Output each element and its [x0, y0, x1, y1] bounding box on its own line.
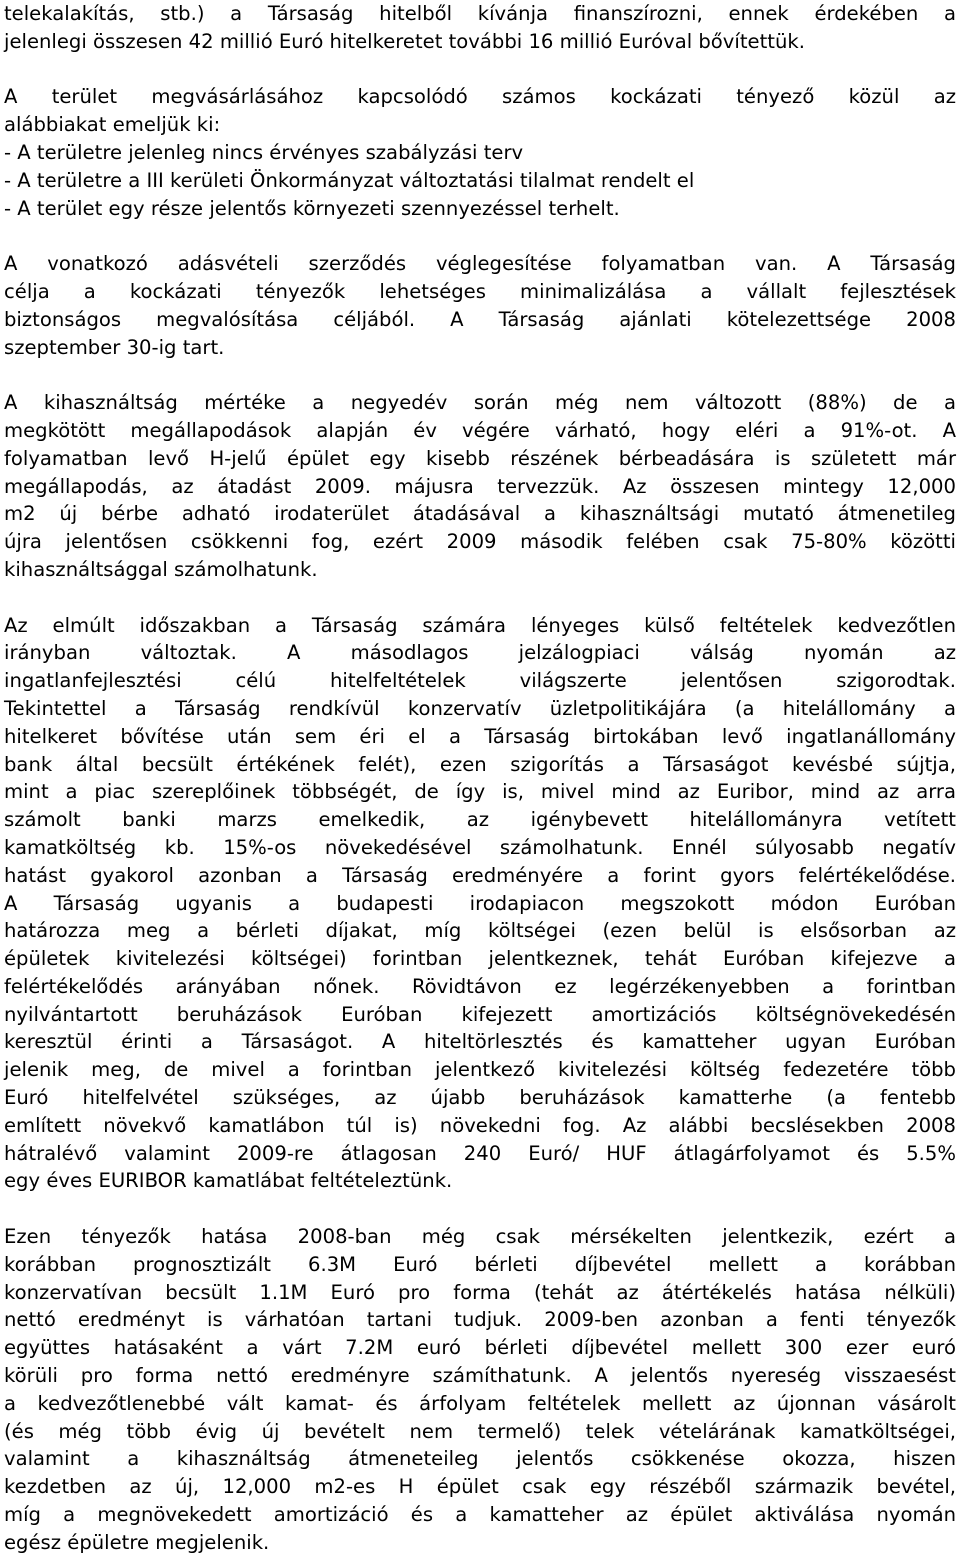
text-line: mint a piac szereplőinek többségét, de így is, mivel mind az Euribor, mind az arra [4, 780, 956, 804]
paragraph-financing [4, 0, 956, 56]
list-item: - A területre a III kerületi Önkormányzat változtatási tilalmat rendelt el [4, 168, 695, 192]
text-line: jelenik meg, de mivel a forintban jelentkező kivitelezési költség fedezetére több [4, 1058, 956, 1082]
list-item: - A területre jelenleg nincs érvényes szabályzási terv [4, 140, 524, 164]
text-line: kamatköltség kb. 15%-os növekedésével számolhatunk. Ennél súlyosabb negatív [4, 835, 956, 859]
text-line: körüli pro forma nettó eredményre számíthatunk. A jelentős nyereség visszaesést [4, 1364, 956, 1388]
text-line: míg a megnövekedett amortizáció és a kamatteher az épület aktiválása nyomán [4, 1503, 956, 1527]
text-line: hatást gyakorol azonban a Társaság eredményére a forint gyors felértékelődése. [4, 863, 956, 887]
paragraph-occupancy [4, 389, 956, 584]
text-line: Euró hitelfelvétel szükséges, az újabb beruházások kamatterhe (a fentebb [4, 1086, 956, 1110]
text-line: valamint a kihasználtság átmeneteileg jelentős csökkenése okozza, hiszen [4, 1447, 956, 1471]
text-line: ingatlanfejlesztési célú hitelfeltételek világszerte jelentősen szigorodtak. [4, 669, 956, 693]
paragraph-external-conditions [4, 612, 956, 1196]
text-line: folyamatban levő H-jelű épület egy kisebb részének bérbeadására is született már [4, 446, 956, 470]
text-line: A vonatkozó adásvételi szerződés véglegesítése folyamatban van. A Társaság [4, 252, 956, 276]
list-item: - A terület egy része jelentős környezeti szennyezéssel terhelt. [4, 196, 620, 220]
text-line: telekalakítás, stb.) a Társaság hitelből kívánja finanszírozni, ennek érdekében a [4, 2, 956, 25]
text-line: A terület megvásárlásához kapcsolódó számos kockázati tényező közül az [4, 85, 956, 109]
text-line: kihasználtsággal számolhatunk. [4, 557, 318, 581]
text-line: célja a kockázati tényezők lehetséges minimalizálása a vállalt fejlesztések [4, 279, 956, 303]
text-line: a kedvezőtlenebbé vált kamat- és árfolyam feltételek mellett az újonnan vásárolt [4, 1391, 956, 1415]
text-line: jelenlegi összesen 42 millió Euró hitelkeretet további 16 millió Euróval bővítettük. [4, 29, 805, 53]
text-line: említett növekvő kamatlábon túl is) növekedni fog. Az alábbi becslésekben 2008 [4, 1113, 956, 1137]
text-line: Ezen tényezők hatása 2008-ban még csak mérsékelten jelentkezik, ezért a [4, 1225, 956, 1249]
text-line: alábbiakat emeljük ki: [4, 113, 221, 137]
text-line: határozza meg a bérleti díjakat, míg költségei (ezen belül is elsősorban az [4, 919, 956, 943]
text-line: épületek kivitelezési költségei) forintban jelentkeznek, tehát Euróban kifejezve a [4, 947, 956, 971]
text-line: megállapodás, az átadást 2009. májusra tervezzük. Az összesen mintegy 12,000 [4, 474, 956, 498]
text-line: nyilvántartott beruházások Euróban kifejezett amortizációs költségnövekedésén [4, 1002, 956, 1026]
text-line: irányban változtak. A másodlagos jelzálogpiaci válság nyomán az [4, 641, 956, 665]
text-line: nettó eredményt is várhatóan tartani tudjuk. 2009-ben azonban a fenti tényezők [4, 1308, 956, 1332]
paragraph-risk-factors [4, 83, 956, 222]
paragraph-sales-contract [4, 250, 956, 361]
text-line: szeptember 30-ig tart. [4, 335, 225, 359]
text-line: m2 új bérbe adható irodaterület átadásával a kihasználtsági mutató átmenetileg [4, 502, 956, 526]
text-line: korábban prognosztizált 6.3M Euró bérleti díjbevétel mellett a korábban [4, 1252, 956, 1276]
text-line: felértékelődés arányában nőnek. Rövidtávon ez legérzékenyebben a forintban [4, 974, 956, 998]
text-line: számolt banki marzs emelkedik, az igénybevett hitelállományra vetített [4, 808, 956, 832]
text-line: hitelkeret bővítése után sem éri el a Társaság birtokában levő ingatlanállomány [4, 724, 956, 748]
text-line: kezdetben az új, 12,000 m2-es H épület csak egy részéből származik bevétel, [4, 1475, 956, 1499]
paragraph-forecast [4, 1223, 956, 1557]
text-line: hátralévő valamint 2009-re átlagosan 240 Euró/ HUF átlagárfolyamot és 5.5% [4, 1141, 956, 1165]
text-line: (és még több évig új bevételt nem termelő) telek vételárának kamatköltségei, [4, 1419, 956, 1443]
text-line: újra jelentősen csökkenni fog, ezért 2009 második felében csak 75-80% közötti [4, 530, 956, 554]
text-line: keresztül érinti a Társaságot. A hiteltörlesztés és kamatteher ugyan Euróban [4, 1030, 956, 1054]
text-line: A Társaság ugyanis a budapesti irodapiacon megszokott módon Euróban [4, 891, 956, 915]
text-line: A kihasználtság mértéke a negyedév során még nem változott (88%) de a [4, 391, 956, 415]
text-line: együttes hatásaként a várt 7.2M euró bérleti díjbevétel mellett 300 ezer euró [4, 1336, 956, 1360]
text-line: megkötött megállapodások alapján év végére várható, hogy eléri a 91%-ot. A [4, 418, 956, 442]
text-line: egy éves EURIBOR kamatlábat feltételeztünk. [4, 1169, 453, 1193]
text-line: egész épületre megjelenik. [4, 1530, 270, 1554]
text-line: konzervatívan becsült 1.1M Euró pro forma (tehát az átértékelés hatása nélküli) [4, 1280, 956, 1304]
text-line: Az elmúlt időszakban a Társaság számára lényeges külső feltételek kedvezőtlen [4, 613, 956, 637]
text-line: biztonságos megvalósítása céljából. A Társaság ajánlati kötelezettsége 2008 [4, 307, 956, 331]
text-line: bank által becsült értékének felét), ezen szigorítás a Társaságot kevésbé sújtja, [4, 752, 956, 776]
document-page [4, 0, 956, 1557]
text-line: Tekintettel a Társaság rendkívül konzervatív üzletpolitikájára (a hitelállomány a [4, 696, 956, 720]
